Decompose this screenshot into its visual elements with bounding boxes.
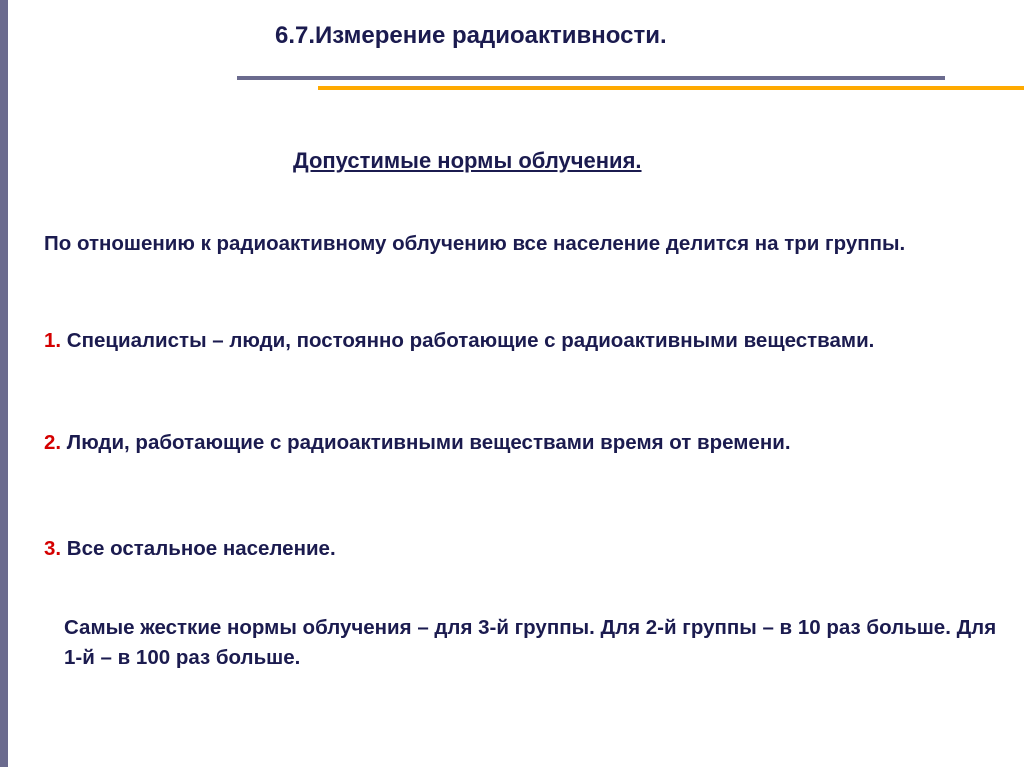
- group-text-1: Специалисты – люди, постоянно работающие с радиоактивными веществами.: [61, 329, 875, 352]
- summary-paragraph: Самые жесткие нормы облучения – для 3-й группы. Для 2-й группы – в 10 раз больше. Для 1-й – в 100 раз больше.: [64, 616, 997, 669]
- group-text-3: Все остальное население.: [61, 537, 336, 560]
- group-item-3: [44, 534, 994, 564]
- intro-paragraph: По отношению к радиоактивному облучению все население делится на три группы.: [44, 232, 906, 255]
- slide-title: 6.7.Измерение радиоактивности.: [275, 22, 667, 49]
- group-number-3: 3.: [44, 537, 62, 560]
- group-number-1: 1.: [44, 329, 62, 352]
- group-item-1: [44, 326, 994, 356]
- title-underline-orange: [318, 86, 1024, 90]
- group-number-2: 2.: [44, 431, 62, 454]
- slide-subtitle: Допустимые нормы облучения.: [293, 148, 642, 173]
- left-border-rule: [0, 0, 8, 767]
- title-underline-gray: [237, 76, 945, 80]
- group-item-2: [44, 428, 994, 458]
- group-text-2: Люди, работающие с радиоактивными веществами время от времени.: [61, 431, 791, 454]
